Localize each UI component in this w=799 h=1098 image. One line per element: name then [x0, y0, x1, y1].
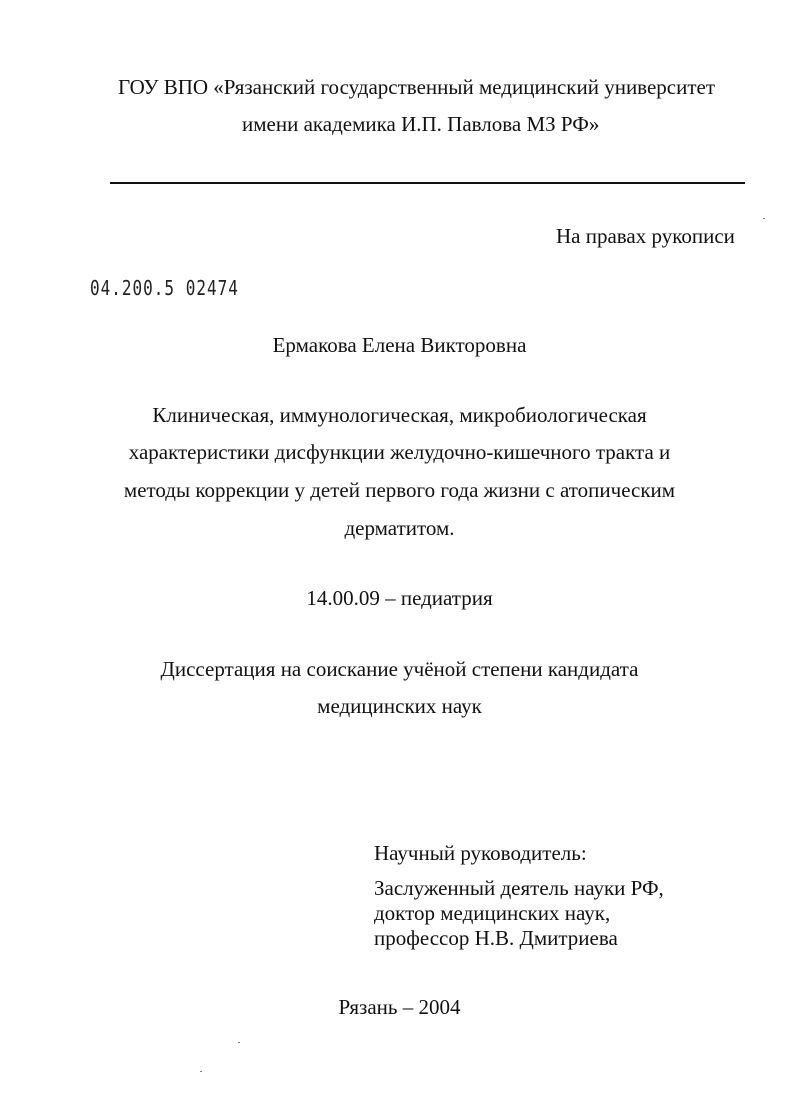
specialty: 14.00.09 – педиатрия — [306, 586, 493, 610]
supervisor-line-3: профессор Н.В. Дмитриева — [374, 926, 618, 950]
scan-speck — [763, 218, 765, 219]
supervisor-heading: Научный руководитель: — [374, 841, 587, 865]
scan-speck — [200, 1071, 202, 1072]
title-line-3: методы коррекции у детей первого года жизни с атопическим — [123, 478, 676, 502]
title-line-2: характеристики дисфункции желудочно-кишечного тракта и — [128, 440, 671, 464]
title-line-4: дерматитом. — [344, 516, 455, 540]
scan-speck — [238, 1042, 240, 1043]
supervisor-line-2: доктор медицинских наук, — [374, 901, 611, 925]
supervisor-line-1: Заслуженный деятель науки РФ, — [374, 876, 664, 900]
rights-note: На правах рукописи — [556, 224, 735, 248]
dissertation-line-1: Диссертация на соискание учёной степени кандидата — [160, 657, 639, 681]
registration-stamp: 04.200.5 02474 — [90, 276, 239, 300]
institution-line-1: ГОУ ВПО «Рязанский государственный медицинский университет — [118, 75, 716, 99]
header-divider — [110, 182, 745, 184]
author-name: Ермакова Елена Викторовна — [272, 333, 527, 357]
institution-line-2: имени академика И.П. Павлова МЗ РФ» — [242, 112, 600, 136]
dissertation-line-2: медицинских наук — [317, 694, 482, 718]
title-line-1: Клиническая, иммунологическая, микробиологическая — [152, 403, 647, 427]
footer-city-year: Рязань – 2004 — [338, 995, 461, 1019]
